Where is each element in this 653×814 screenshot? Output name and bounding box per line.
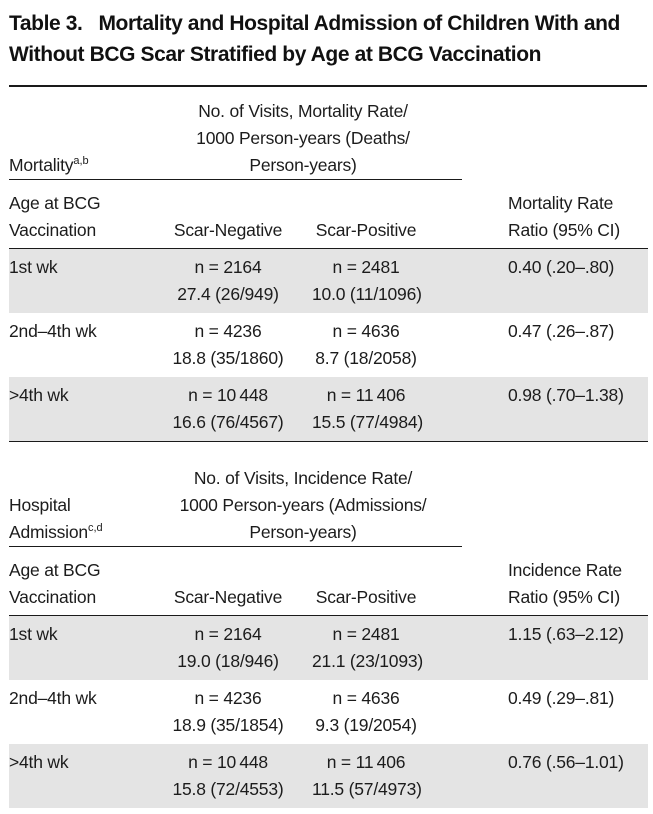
cell-scar-positive (312, 313, 462, 377)
cell-rate-value: 15.5 (77/4984) (312, 412, 424, 432)
column-header-row-mortality (9, 180, 648, 249)
span-header-mortality (144, 87, 462, 180)
cell-rate-value: 18.8 (35/1860) (172, 348, 284, 368)
cell-rate-ratio: 1.15 (.63–2.12) (508, 624, 624, 644)
cell-age: 2nd–4th wk (9, 688, 97, 708)
table-row (9, 249, 648, 314)
table-row (9, 680, 648, 744)
cell-rate-value: 11.5 (57/4973) (312, 779, 422, 799)
bcg-table (9, 87, 648, 808)
cell-rate-value: 15.8 (72/4553) (172, 779, 284, 799)
table-row (9, 616, 648, 681)
section-label-line: Hospital (9, 495, 71, 515)
cell-rate-ratio: 0.98 (.70–1.38) (462, 377, 648, 442)
section-label-hospital-admission (9, 442, 144, 547)
cell-n-value: n = 11 406 (326, 752, 406, 772)
span-header-line: 1000 Person-years (Deaths/ (196, 128, 410, 148)
section-label-text: Admission (9, 522, 88, 542)
cell-rate-value: 16.6 (76/4567) (172, 412, 284, 432)
cell-n-value: n = 4636 (332, 688, 400, 708)
table-row (9, 313, 648, 377)
cell-scar-positive (312, 249, 462, 314)
span-header-line: Person-years) (249, 522, 357, 542)
table-number: Table 3. (9, 12, 83, 35)
column-header-age (9, 547, 144, 616)
column-header-rate-ratio (462, 180, 648, 249)
column-header-line: Ratio (95% CI) (508, 220, 620, 240)
column-header-scar-positive: Scar-Positive (312, 547, 462, 616)
cell-scar-positive (312, 377, 462, 442)
cell-rate-value: 27.4 (26/949) (177, 284, 279, 304)
footnote-marker-cd: c,d (87, 522, 103, 535)
cell-scar-positive (312, 616, 462, 681)
cell-scar-negative (144, 313, 312, 377)
table-row (9, 744, 648, 808)
cell-scar-negative (144, 249, 312, 314)
table-row (9, 377, 648, 442)
cell-rate-ratio: 0.49 (.29–.81) (508, 688, 615, 708)
cell-n-value: n = 10 448 (188, 752, 268, 772)
cell-scar-negative (144, 744, 312, 808)
column-header-scar-positive: Scar-Positive (312, 180, 462, 249)
section-header-spacer (462, 87, 648, 180)
section-label-mortality (9, 87, 144, 180)
span-header-line: No. of Visits, Incidence Rate/ (193, 468, 413, 488)
section-header-row-mortality (9, 87, 648, 180)
cell-scar-negative (144, 680, 312, 744)
column-header-line: Vaccination (9, 220, 96, 240)
column-header-rate-ratio (462, 547, 648, 616)
cell-n-value: n = 4636 (332, 321, 400, 341)
table-caption: Mortality and Hospital Admission of Children With and Without BCG Scar Stratified by Age at BCG Vaccination (9, 12, 620, 66)
span-header-line: No. of Visits, Mortality Rate/ (198, 101, 408, 121)
cell-n-value: n = 10 448 (188, 385, 268, 405)
column-header-row-hospital-admission (9, 547, 648, 616)
section-header-spacer (462, 442, 648, 547)
cell-n-value: n = 2481 (332, 257, 400, 277)
cell-n-value: n = 2164 (194, 257, 262, 277)
cell-age: >4th wk (9, 377, 144, 442)
column-header-scar-negative: Scar-Negative (144, 547, 312, 616)
cell-scar-positive (312, 680, 462, 744)
cell-age: 1st wk (9, 257, 58, 277)
cell-rate-ratio: 0.47 (.26–.87) (508, 321, 615, 341)
cell-age: >4th wk (9, 752, 69, 772)
cell-scar-negative (144, 377, 312, 442)
span-header-line: Person-years) (249, 155, 357, 175)
cell-n-value: n = 2481 (332, 624, 400, 644)
cell-scar-negative (144, 616, 312, 681)
cell-rate-value: 9.3 (19/2054) (315, 715, 417, 735)
table-title (9, 8, 647, 70)
cell-rate-ratio: 0.40 (.20–.80) (508, 257, 615, 277)
section-label-line (9, 519, 144, 546)
span-header-line: 1000 Person-years (Admissions/ (179, 495, 427, 515)
column-header-line: Vaccination (9, 587, 96, 607)
cell-rate-value: 19.0 (18/946) (177, 651, 279, 671)
cell-age: 1st wk (9, 624, 58, 644)
column-header-line: Age at BCG (9, 560, 101, 580)
cell-n-value: n = 2164 (194, 624, 262, 644)
cell-n-value: n = 4236 (194, 688, 262, 708)
cell-rate-value: 8.7 (18/2058) (315, 348, 417, 368)
cell-rate-value: 18.9 (35/1854) (172, 715, 284, 735)
cell-rate-ratio: 0.76 (.56–1.01) (508, 752, 624, 772)
cell-rate-value: 21.1 (23/1093) (312, 651, 424, 671)
cell-n-value: n = 11 406 (326, 385, 406, 405)
column-header-age (9, 180, 144, 249)
column-header-line: Age at BCG (9, 193, 101, 213)
column-header-line: Incidence Rate (508, 560, 622, 580)
cell-age: 2nd–4th wk (9, 321, 97, 341)
cell-n-value: n = 4236 (194, 321, 262, 341)
column-header-scar-negative: Scar-Negative (144, 180, 312, 249)
cell-rate-value: 10.0 (11/1096) (312, 284, 422, 304)
section-header-row-hospital-admission (9, 442, 648, 547)
column-header-line: Mortality Rate (508, 193, 614, 213)
section-label-text: Mortality (9, 155, 74, 175)
span-header-hospital-admission (144, 442, 462, 547)
column-header-line: Ratio (95% CI) (508, 587, 620, 607)
footnote-marker-ab: a,b (73, 155, 89, 168)
cell-scar-positive (312, 744, 462, 808)
